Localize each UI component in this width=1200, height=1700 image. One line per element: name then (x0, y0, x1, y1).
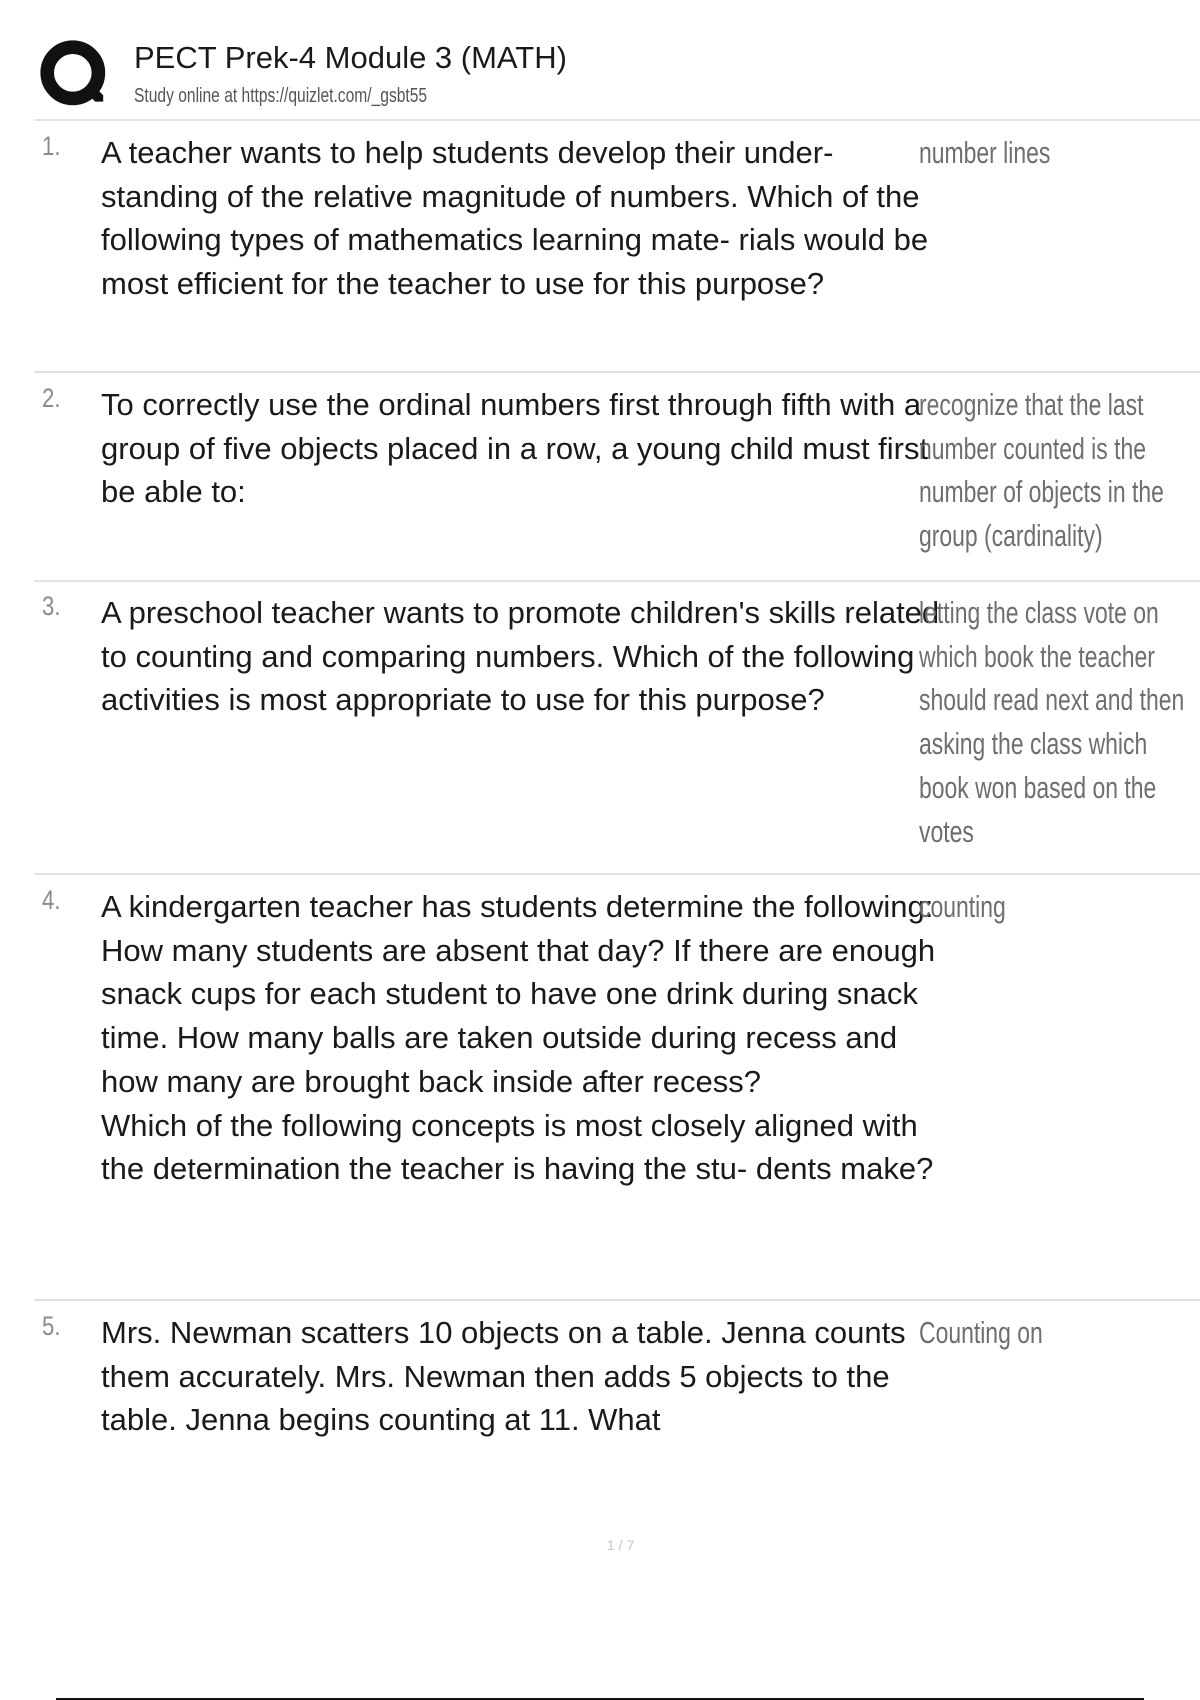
question-text: A preschool teacher wants to promote children's skills related to counting and comparing numbers. Which of the following activities is most appropriate to use for this purpose? (101, 595, 940, 718)
card-answer: counting (919, 889, 1006, 924)
question-text: Which of the following concepts is most closely aligned with the determination the teacher is having the stu- dents make? (101, 1107, 934, 1187)
card-number: 5. (42, 1311, 61, 1341)
card-number: 2. (42, 383, 61, 413)
header-divider (34, 119, 1200, 121)
question-text: To correctly use the ordinal numbers first through fifth with a group of five objects placed in a row, a young child must first be able to: (101, 387, 929, 510)
card-question (101, 383, 951, 514)
study-online-link[interactable]: Study online at https://quizlet.com/_gsbt55 (134, 85, 428, 107)
flashcard-row (34, 131, 1200, 373)
flashcard-row (34, 591, 1200, 875)
question-text: Mrs. Newman scatters 10 objects on a table. Jenna counts them accurately. Mrs. Newman then adds 5 objects to the table. Jenna begins counting at 11. What (101, 1315, 906, 1438)
card-number: 1. (42, 131, 61, 161)
card-question (101, 591, 951, 722)
quizlet-logo-icon (36, 36, 116, 116)
card-question (101, 131, 951, 306)
question-text: A teacher wants to help students develop their under- standing of the relative magnitude of numbers. Which of the following types of mathematics learning mate- rials would be most efficient for the teacher to use for this purpose? (101, 135, 929, 302)
document-header (34, 30, 1200, 120)
card-answer: letting the class vote on which book the teacher should read next and then asking the class which book won based on the votes (919, 595, 1185, 849)
card-answer: number lines (919, 135, 1051, 170)
card-question (101, 885, 951, 1191)
flashcard-row (34, 885, 1200, 1301)
flashcard-row (34, 383, 1200, 582)
page-number: 1 / 7 (607, 1537, 635, 1553)
flashcard-row (34, 1311, 1200, 1471)
card-answer: recognize that the last number counted is the number of objects in the group (cardinality) (919, 387, 1164, 554)
card-answer: Counting on (919, 1315, 1043, 1350)
card-number: 4. (42, 885, 61, 915)
card-question (101, 1311, 951, 1442)
document-title: PECT Prek-4 Module 3 (MATH) (134, 40, 567, 75)
question-text: A kindergarten teacher has students determine the following: How many students are absent that day? If there are enough snack cups for each student to have one drink during snack time. How many balls are taken outside during recess and how many are brought back inside after recess? (101, 889, 936, 1099)
card-number: 3. (42, 591, 61, 621)
